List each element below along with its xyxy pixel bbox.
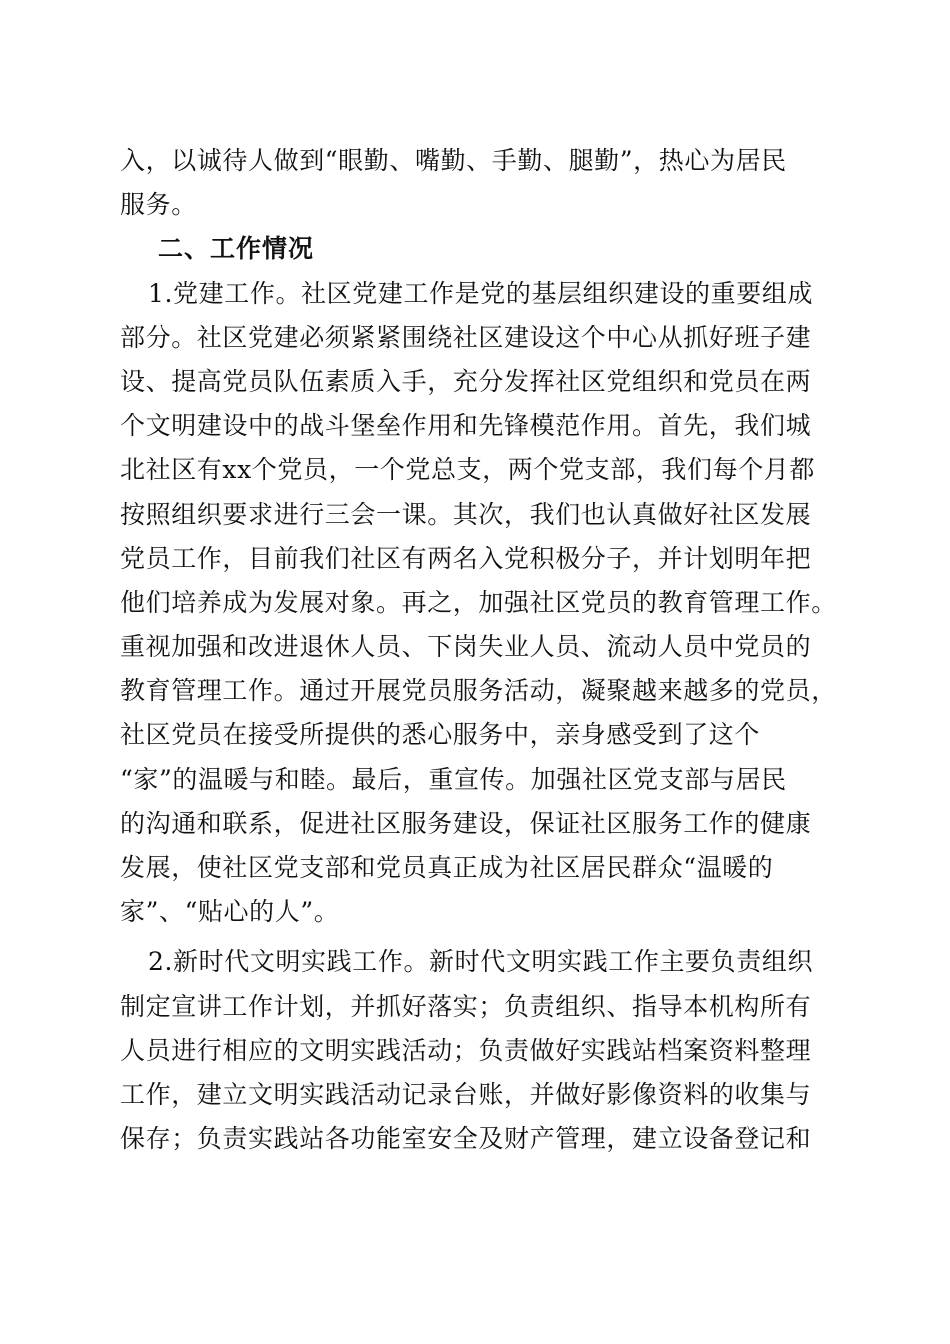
text-line: 的沟通和联系，促进社区服务建设，保证社区服务工作的健康 (120, 808, 812, 838)
text-line: 按照组织要求进行三会一课。其次，我们也认真做好社区发展 (120, 499, 812, 529)
text-line: 保存；负责实践站各功能室安全及财产管理，建立设备登记和 (120, 1124, 812, 1154)
text-line: 服务。 (120, 190, 197, 220)
text-line: 党员工作，目前我们社区有两名入党积极分子，并计划明年把 (120, 543, 812, 573)
text-line: 部分。社区党建必须紧紧围绕社区建设这个中心从抓好班子建 (120, 322, 812, 352)
text-line: 家”、“贴心的人”。 (120, 897, 340, 927)
text-line: 他们培养成为发展对象。再之，加强社区党员的教育管理工作。 (120, 587, 837, 617)
text-line: 工作，建立文明实践活动记录台账，并做好影像资料的收集与 (120, 1079, 812, 1109)
paragraph-start-line: 1.党建工作。社区党建工作是党的基层组织建设的重要组成 (148, 278, 814, 308)
text-line: “家”的温暖与和睦。最后，重宣传。加强社区党支部与居民 (120, 764, 787, 794)
text-line: 制定宣讲工作计划，并抓好落实；负责组织、指导本机构所有 (120, 991, 812, 1021)
text-line: 重视加强和改进退休人员、下岗失业人员、流动人员中党员的 (120, 632, 812, 662)
text-line: 教育管理工作。通过开展党员服务活动，凝聚越来越多的党员， (120, 676, 837, 706)
text-line: 个文明建设中的战斗堡垒作用和先锋模范作用。首先，我们城 (120, 411, 812, 441)
text-line: 北社区有xx个党员，一个党总支，两个党支部，我们每个月都 (120, 455, 816, 485)
section-heading: 二、工作情况 (158, 234, 315, 264)
text-line: 社区党员在接受所提供的悉心服务中，亲身感受到了这个 (120, 720, 761, 750)
document-body (120, 139, 837, 1161)
text-line: 发展，使社区党支部和党员真正成为社区居民群众“温暖的 (120, 853, 774, 882)
text-line: 入，以诚待人做到“眼勤、嘴勤、手勤、腿勤”，热心为居民 (120, 146, 787, 175)
text-line: 人员进行相应的文明实践活动；负责做好实践站档案资料整理 (120, 1035, 812, 1065)
paragraph-start-line: 2.新时代文明实践工作。新时代文明实践工作主要负责组织 (148, 947, 814, 977)
text-line: 设、提高党员队伍素质入手，充分发挥社区党组织和党员在两 (120, 366, 812, 396)
